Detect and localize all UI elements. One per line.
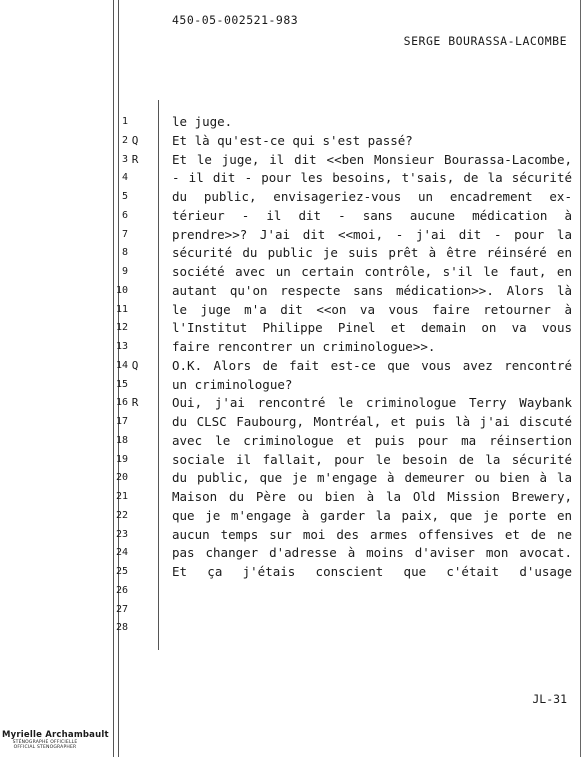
transcript-line: Et ça j'étais conscient que c'était d'usage [172, 564, 572, 579]
transcript-line: le juge. [172, 114, 233, 129]
line-number: 17 [115, 416, 128, 427]
transcript-line: pas changer d'adresse à moins d'aviser mon avocat. [172, 545, 572, 561]
qa-marker [128, 563, 142, 582]
line-number: 10 [115, 284, 128, 296]
transcript-line: société avec un certain contrôle, s'il le faut, en [172, 264, 572, 279]
line-number: 2 [121, 134, 128, 146]
line-number: 9 [121, 266, 128, 277]
page-identifier: JL-31 [532, 692, 567, 706]
transcript-line: un criminologue? [172, 376, 293, 392]
line-number: 24 [115, 547, 128, 559]
line-number: 23 [115, 528, 128, 540]
line-number: 6 [121, 209, 128, 221]
case-number: 450-05-002521-983 [172, 13, 299, 27]
stenographer-title-en: OFFICIAL STENOGRAPHER [13, 745, 77, 750]
qa-marker [128, 188, 142, 207]
line-number: 14 [115, 359, 128, 371]
transcript-line: du public, envisageriez-vous un encadrement ex- [172, 189, 572, 204]
line-number: 28 [115, 622, 128, 634]
qa-marker [128, 113, 142, 132]
qa-marker [128, 244, 142, 263]
transcript-line: Oui, j'ai rencontré le criminologue Terry Waybank [172, 395, 572, 411]
qa-marker [128, 338, 142, 357]
stenographer-name: Myrielle Archambault [2, 730, 109, 740]
line-number: 20 [115, 472, 128, 484]
transcript-line: du public, que je m'engage à demeurer ou bien à la [172, 470, 572, 486]
line-number: 27 [115, 603, 128, 615]
qa-marker [128, 263, 142, 282]
qa-marker: R [131, 152, 139, 166]
line-number: 21 [115, 491, 128, 502]
qa-marker [128, 544, 142, 563]
line-number: 13 [115, 341, 128, 352]
qa-marker: Q [131, 358, 139, 372]
transcript-line: Et le juge, il dit <<ben Monsieur Bourassa-Lacombe, [172, 151, 572, 167]
transcript-line: - il dit - pour les besoins, t'sais, de la sécurité [172, 170, 572, 186]
qa-marker [128, 207, 142, 226]
transcript-line: avec le criminologue et puis pour ma réinsertion [172, 432, 572, 448]
transcript-line: térieur - il dit - sans aucune médication à [172, 207, 572, 223]
line-number: 7 [121, 228, 128, 240]
line-number: 25 [115, 566, 128, 577]
line-number: 12 [115, 322, 128, 334]
line-number: 1 [121, 116, 128, 127]
line-number: 5 [121, 191, 128, 202]
transcript-line: faire rencontrer un criminologue>>. [172, 339, 436, 354]
qa-marker [128, 469, 142, 488]
line-number: 3 [121, 153, 128, 165]
line-number: 26 [115, 584, 128, 596]
stenographer-title-fr: STÉNOGRAPHE OFFICIELLE [12, 740, 78, 745]
transcript-line: Maison du Père ou bien à la Old Mission Brewery, [172, 489, 572, 504]
qa-marker [128, 319, 142, 338]
witness-name: SERGE BOURASSA-LACOMBE [403, 34, 567, 48]
transcript-line: prendre>>? J'ai dit <<moi, - j'ai dit - pour la [172, 226, 572, 242]
qa-marker [128, 226, 142, 245]
line-number: 4 [121, 172, 128, 184]
qa-marker [128, 507, 142, 526]
qa-marker [128, 432, 142, 451]
transcript-line: le juge m'a dit <<on va vous faire retourner à [172, 301, 572, 317]
qa-marker [128, 413, 142, 432]
stenographer-stamp [2, 730, 109, 750]
transcript-line: que je m'engage à garder la paix, que je porte en [172, 507, 572, 523]
line-number-column [58, 113, 128, 638]
transcript-line: aucun temps sur moi des armes offensives et de ne [172, 526, 572, 542]
text-margin-rule [158, 100, 159, 650]
line-number: 15 [115, 378, 128, 390]
transcript-line: sociale il fallait, pour le besoin de la sécurité [172, 451, 572, 467]
qa-marker [128, 301, 142, 320]
qa-marker [128, 488, 142, 507]
qa-marker [128, 282, 142, 301]
qa-marker [128, 526, 142, 545]
line-number: 18 [115, 434, 128, 446]
line-number: 8 [121, 247, 128, 259]
qa-marker [128, 169, 142, 188]
qa-marker: R [131, 396, 139, 410]
qa-marker [128, 376, 142, 395]
line-number: 16 [115, 397, 128, 409]
transcript-line: l'Institut Philippe Pinel et demain on va vous [172, 320, 572, 336]
line-number: 11 [115, 303, 128, 315]
transcript-line: Et là qu'est-ce qui s'est passé? [172, 132, 413, 148]
line-number: 22 [115, 509, 128, 521]
qa-marker: Q [131, 133, 139, 147]
qa-marker [128, 451, 142, 470]
transcript-line: autant qu'on respecte sans médication>>. Alors là [172, 282, 572, 298]
transcript-body [172, 113, 572, 582]
transcript-line: O.K. Alors de fait est-ce que vous avez rencontré [172, 357, 572, 373]
right-page-edge [580, 0, 581, 757]
question-answer-marker-column [128, 113, 142, 582]
transcript-line: sécurité du public je suis prêt à être réinséré en [172, 245, 572, 261]
line-number: 19 [115, 453, 128, 465]
transcript-line: du CLSC Faubourg, Montréal, et puis là j'ai discuté [172, 414, 572, 429]
